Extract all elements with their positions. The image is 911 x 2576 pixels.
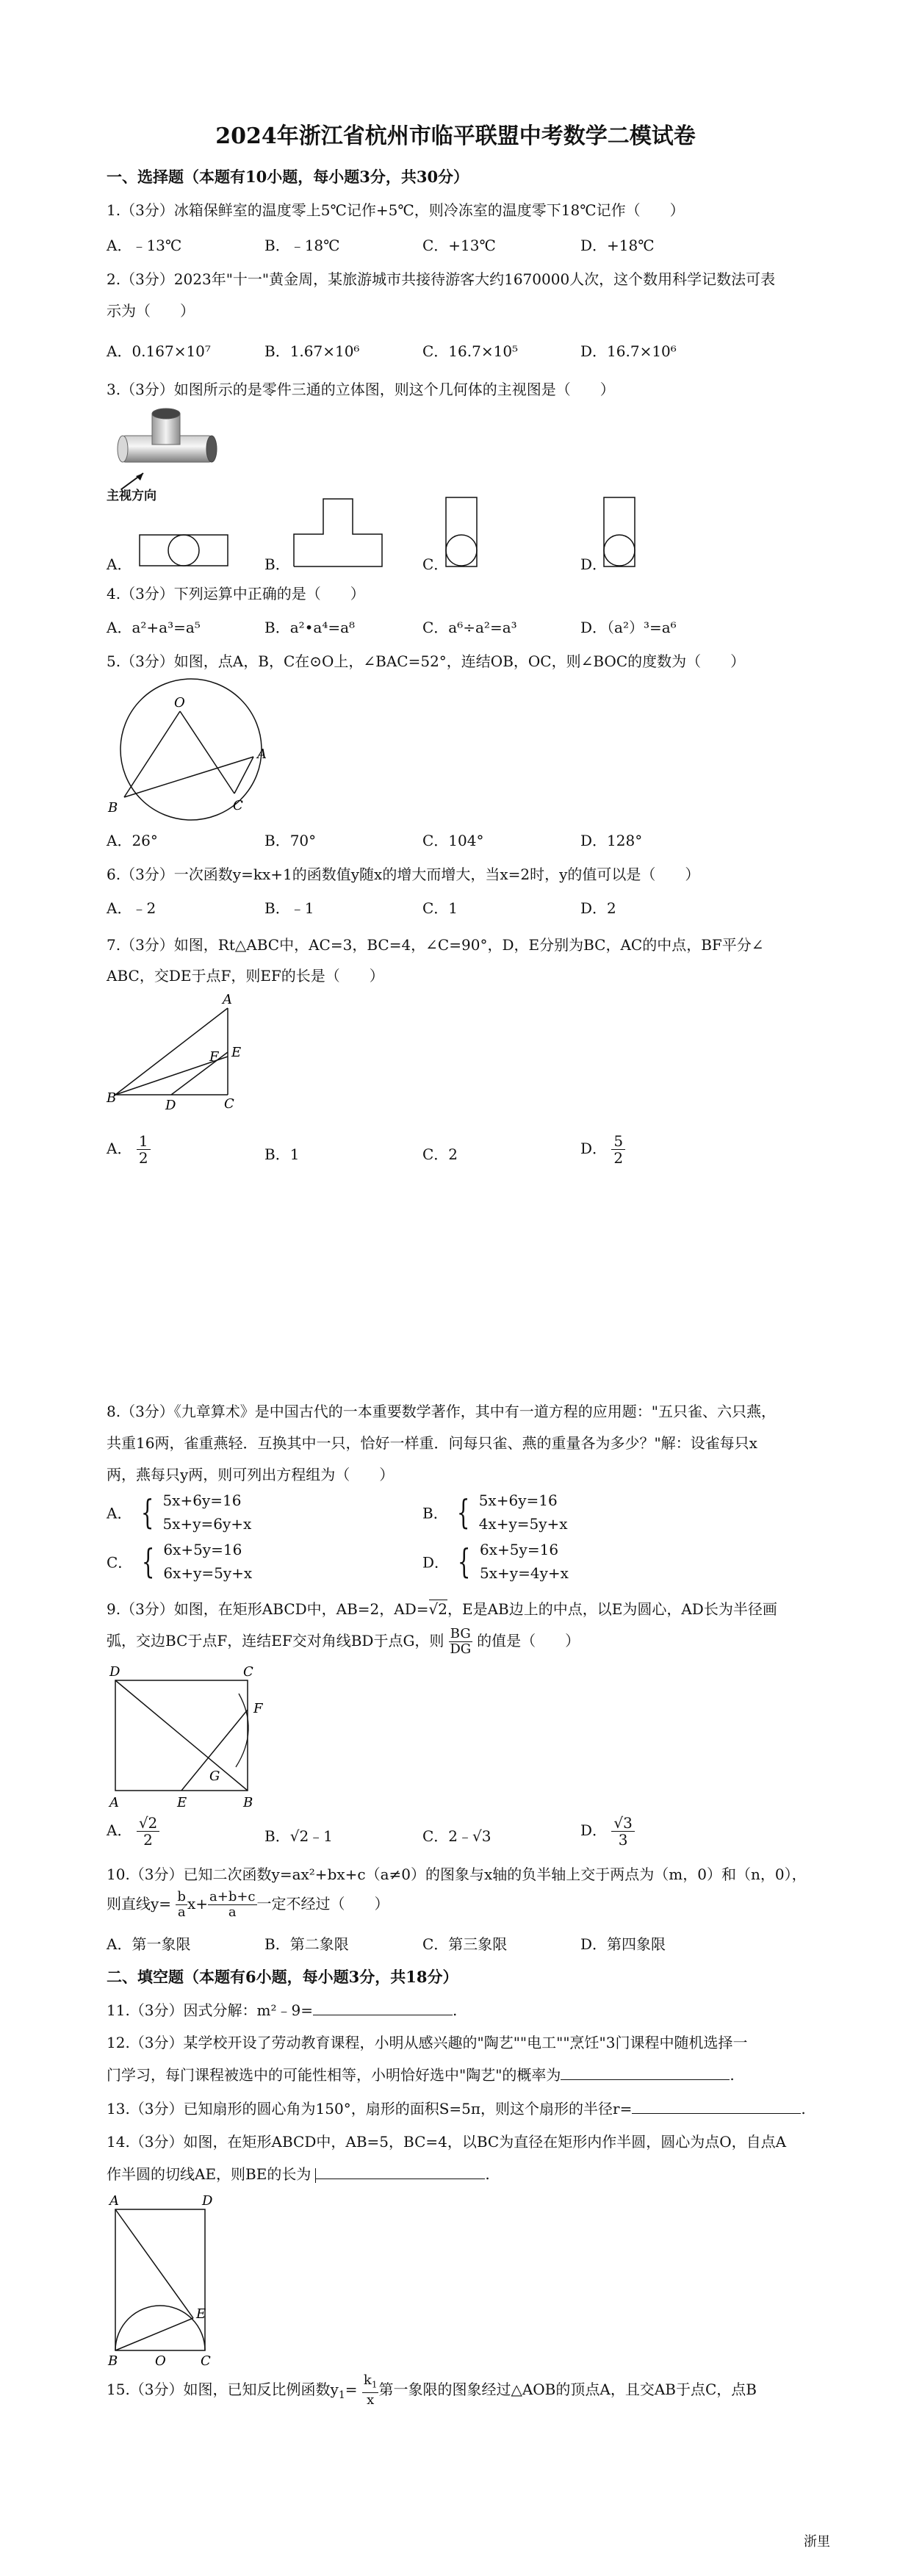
q7-triangle-figure <box>107 992 253 1113</box>
q14-rectangle-semicircle-figure <box>107 2193 231 2370</box>
q5-label-c: C <box>233 798 243 813</box>
q9-label-g: G <box>209 1769 220 1784</box>
q7-label-f: F <box>209 1049 219 1065</box>
question-8-stem-line1: 8.（3分）《九章算术》是中国古代的一本重要数学著作，其中有一道方程的应用题："五只雀、六只燕， <box>107 1403 777 1420</box>
question-3-stem: 3.（3分）如图所示的是零件三通的立体图，则这个几何体的主视图是（ ） <box>107 381 615 398</box>
q5-circle-figure <box>107 676 276 823</box>
q3-option-a-figure <box>138 533 234 570</box>
q13-answer-blank[interactable] <box>632 2098 801 2114</box>
q8-option-d[interactable]: D． { 6x+5y=16 5x+y=4y+x <box>422 1541 569 1582</box>
question-8-stem-line2: 共重16两，雀重燕轻．互换其中一只，恰好一样重．问每只雀、燕的重量各为多少？"解：设雀每只x <box>107 1434 757 1452</box>
q6-option-d[interactable]: D．2 <box>580 899 616 917</box>
q1-option-b[interactable]: B．﹣18℃ <box>264 237 340 254</box>
q9-label-d: D <box>109 1664 120 1680</box>
q10-option-a[interactable]: A．第一象限 <box>107 1935 191 1953</box>
q3-option-b-figure <box>292 496 388 569</box>
question-7-stem-line1: 7.（3分）如图，Rt△ABC中，AC=3，BC=4，∠C=90°，D，E分别为BC，AC的中点，BF平分∠ <box>107 936 764 954</box>
q5-label-o: O <box>174 695 185 710</box>
q1-option-c[interactable]: C．+13℃ <box>422 237 496 254</box>
q11-answer-blank[interactable] <box>313 2000 453 2015</box>
q9-option-b[interactable]: B．√2﹣1 <box>264 1827 333 1845</box>
q3-option-c-figure <box>444 496 481 569</box>
question-12-line1: 12.（3分）某学校开设了劳动教育课程，小明从感兴趣的"陶艺""电工""烹饪"3门课程中随机选择一 <box>107 2034 748 2051</box>
q6-option-a[interactable]: A．﹣2 <box>107 899 156 917</box>
q2-option-a[interactable]: A．0.167×10⁷ <box>107 342 211 360</box>
question-11: 11.（3分）因式分解：m²﹣9= . <box>107 2001 458 2019</box>
q5-option-c[interactable]: C．104° <box>422 832 484 849</box>
q7-label-a: A <box>223 992 232 1007</box>
q3-option-a[interactable]: A． <box>107 555 132 573</box>
question-12-line2: 门学习，每门课程被选中的可能性相等，小明恰好选中"陶艺"的概率为 . <box>107 2066 735 2084</box>
section-heading-choice: 一、选择题（本题有10小题，每小题3分，共30分） <box>107 168 469 186</box>
question-15-line1: 15.（3分）如图，已知反比例函数$y_1=$ $\frac{k_1}{x}$ 第一象限的图象经过△AOB的顶点A，且交AB于点C，点B <box>107 2372 757 2408</box>
q7-option-a[interactable]: A． $\frac{1}{2}$ <box>107 1133 151 1166</box>
q7-label-d: D <box>165 1098 176 1113</box>
question-10-stem-line2: 则直线y= $\frac{b}{a}$ x+ $\frac{a+b+c}{a}$ 一定不经过（ ） <box>107 1889 389 1920</box>
question-9-stem-line2: 弧，交边BC于点F，连结EF交对角线BD于点G，则 $\frac{BG}{DG}$ 的值是（ ） <box>107 1626 580 1657</box>
q2-option-c[interactable]: C．16.7×10⁵ <box>422 342 519 360</box>
q10-option-d[interactable]: D．第四象限 <box>580 1935 666 1953</box>
q5-option-d[interactable]: D．128° <box>580 832 643 849</box>
question-2-stem-line2: 示为（ ） <box>107 302 195 320</box>
question-7-stem-line2: ABC，交DE于点F，则EF的长是（ ） <box>107 967 384 985</box>
q4-option-a[interactable]: A．a²+a³=a⁵ <box>107 619 201 636</box>
q5-label-a: A <box>257 746 267 762</box>
q3-option-d-figure <box>602 496 639 569</box>
footer-brand: 浙里 <box>804 2534 830 2550</box>
q7-option-b[interactable]: B．1 <box>264 1145 300 1163</box>
q5-option-b[interactable]: B．70° <box>264 832 317 849</box>
q9-option-c[interactable]: C．2﹣√3 <box>422 1827 491 1845</box>
q1-option-d[interactable]: D．+18℃ <box>580 237 655 254</box>
q6-option-c[interactable]: C．1 <box>422 899 458 917</box>
q10-option-b[interactable]: B．第二象限 <box>264 1935 349 1953</box>
q8-option-a[interactable]: A． { 5x+6y=16 5x+y=6y+x <box>107 1492 252 1533</box>
q14-label-a: A <box>109 2193 119 2209</box>
q9-rectangle-figure <box>107 1664 276 1811</box>
q1-option-a[interactable]: A．﹣13℃ <box>107 237 182 254</box>
q6-option-b[interactable]: B．﹣1 <box>264 899 314 917</box>
q7-option-d[interactable]: D． $\frac{5}{2}$ <box>580 1133 625 1166</box>
q8-option-c[interactable]: C． { 6x+5y=16 6x+y=5y+x <box>107 1541 253 1582</box>
q14-label-o: O <box>155 2353 166 2369</box>
q9-label-f: F <box>253 1701 263 1716</box>
q9-label-c: C <box>243 1664 253 1680</box>
q3-option-d[interactable]: D． <box>580 555 608 573</box>
question-1-stem: 1.（3分）冰箱保鲜室的温度零上5℃记作+5℃，则冷冻室的温度零下18℃记作（ ） <box>107 201 685 219</box>
q14-label-d: D <box>202 2193 213 2209</box>
q9-option-d[interactable]: D． $\frac{√3}{3}$ <box>580 1815 635 1848</box>
q4-option-c[interactable]: C．a⁶÷a²=a³ <box>422 619 517 636</box>
question-14-line2: 作半圆的切线AE，则BE的长为 . <box>107 2165 490 2183</box>
question-9-stem-line1: 9.（3分）如图，在矩形ABCD中，AB=2，AD=√2，E是AB边上的中点，以E为圆心，AD长为半径画 <box>107 1600 777 1618</box>
q9-label-a: A <box>109 1795 119 1810</box>
section-heading-fill: 二、填空题（本题有6小题，每小题3分，共18分） <box>107 1968 458 1986</box>
q7-label-c: C <box>224 1096 234 1112</box>
q14-label-b: B <box>108 2353 118 2369</box>
q2-option-b[interactable]: B．1.67×10⁶ <box>264 342 360 360</box>
question-8-stem-line3: 两，燕每只y两，则可列出方程组为（ ） <box>107 1466 395 1483</box>
q3-option-c[interactable]: C． <box>422 555 449 573</box>
q7-option-c[interactable]: C．2 <box>422 1145 458 1163</box>
question-5-stem: 5.（3分）如图，点A，B，C在⊙O上，∠BAC=52°，连结OB，OC，则∠BOC的度数为（ ） <box>107 652 746 670</box>
view-direction-label: 主视方向 <box>107 489 156 503</box>
q7-label-b: B <box>107 1090 117 1106</box>
q8-option-b[interactable]: B． { 5x+6y=16 4x+y=5y+x <box>422 1492 568 1533</box>
q10-option-c[interactable]: C．第三象限 <box>422 1935 508 1953</box>
question-6-stem: 6.（3分）一次函数y=kx+1的函数值y随x的增大而增大，当x=2时，y的值可以是（ ） <box>107 866 700 883</box>
q9-label-e: E <box>177 1795 187 1810</box>
q3-option-b[interactable]: B． <box>264 555 290 573</box>
q9-option-a[interactable]: A． $\frac{√2}{2}$ <box>107 1815 159 1848</box>
question-4-stem: 4.（3分）下列运算中正确的是（ ） <box>107 585 365 602</box>
q4-option-d[interactable]: D．（a²）³=a⁶ <box>580 619 677 636</box>
q14-label-e: E <box>196 2306 206 2322</box>
q9-label-b: B <box>243 1795 253 1810</box>
q4-option-b[interactable]: B．a²•a⁴=a⁸ <box>264 619 356 636</box>
page-title: 2024年浙江省杭州市临平联盟中考数学二模试卷 <box>215 123 696 149</box>
q14-answer-blank[interactable] <box>316 2164 485 2179</box>
question-13: 13.（3分）已知扇形的圆心角为150°，扇形的面积S=5π，则这个扇形的半径r= . <box>107 2100 806 2118</box>
q2-option-d[interactable]: D．16.7×10⁶ <box>580 342 677 360</box>
q5-label-b: B <box>108 800 118 816</box>
question-2-stem-line1: 2.（3分）2023年"十一"黄金周，某旅游城市共接待游客大约1670000人次，这个数用科学记数法可表 <box>107 270 776 288</box>
q7-label-e: E <box>231 1045 242 1060</box>
q14-label-c: C <box>201 2353 211 2369</box>
question-14-line1: 14.（3分）如图，在矩形ABCD中，AB=5，BC=4，以BC为直径在矩形内作半圆，圆心为点O，自点A <box>107 2133 787 2151</box>
question-10-stem-line1: 10.（3分）已知二次函数y=ax²+bx+c（a≠0）的图象与x轴的负半轴上交于两点为（m，0）和（n，0）， <box>107 1866 807 1883</box>
q5-option-a[interactable]: A．26° <box>107 832 158 849</box>
q12-answer-blank[interactable] <box>561 2065 730 2080</box>
